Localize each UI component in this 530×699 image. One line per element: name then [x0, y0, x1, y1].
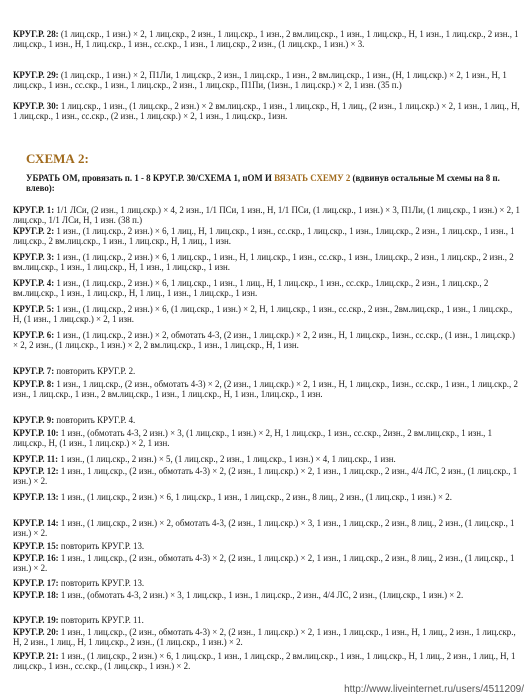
- intro-accent: ВЯЗАТЬ СХЕМУ 2: [274, 173, 351, 183]
- row-b12: КРУГ.Р. 12: 1 изн., 1 лиц.скр., (2 изн., обмотать 4-3) × 2, (2 изн., 1 лиц.скр.) × 2, 1 изн., 1 лиц.скр., 2 изн., 4/4 ЛС, 2 изн., (1 лиц.скр., 1 изн.) × 2.: [13, 466, 518, 487]
- intro-instruction: УБРАТЬ ОМ, провязать п. 1 - 8 КРУГ.Р. 30/СХЕМА 1, пОМ И ВЯЗАТЬ СХЕМУ 2 (вдвинув остальные М схемы на 8 п. влево):: [26, 173, 500, 194]
- row-b20: КРУГ.Р. 20: 1 изн., 1 лиц.скр., (2 изн., обмотать 4-3) × 2, (2 изн., 1 лиц.скр.) × 2, 1 изн., 1 лиц.скр., 1 изн., Н, 1 лиц., 2 изн., 1 лиц.скр., Н, 2 изн., 1 лиц., Н, 1 лиц.скр., 2 изн., (1 лиц.скр., 1 изн.) × 2.: [13, 627, 516, 648]
- row-b6: КРУГ.Р. 6: 1 изн., (1 лиц.скр., 2 изн.) × 2, обмотать 4-3, (2 изн., 1 лиц.скр.) × 2, 2 изн., Н, 1 лиц.скр., 1изн., сс.скр., (1 изн., 1 лиц.скр.) × 2, 2 изн., (1 лиц.скр., 1 изн.) × 2, 2 вм.лиц.скр., 1 изн., 1 лиц.скр., Н, 1 изн.: [13, 330, 515, 351]
- row-b8: КРУГ.Р. 8: 1 изн., 1 лиц.скр., (2 изн., обмотать 4-3) × 2, (2 изн., 1 лиц.скр.) × 2, 1 изн., Н, 1 лиц.скр., 1изн., сс.скр., 1 изн., 1 лиц.скр., 2 изн., 1 лиц.скр., 1 изн., 2 вм.лиц.скр., 1 изн., 1 лиц.скр., Н, 1 изн., 1лиц.скр., 1 изн.: [13, 379, 518, 400]
- row-b9: КРУГ.Р. 9: повторить КРУГ.Р. 4.: [13, 415, 136, 425]
- row-b17: КРУГ.Р. 17: повторить КРУГ.Р. 13.: [13, 578, 145, 588]
- row-b4: КРУГ.Р. 4: 1 изн., (1 лиц.скр., 2 изн.) × 6, 1 лиц.скр., 1 изн., 1 лиц., Н, 1 лиц.скр., 1 изн., сс.скр., 1лиц.скр., 2 изн., 1 лиц.скр., 2 вм.лиц.скр., 1 изн., 1 лиц.скр., Н, 1 лиц., 1 изн., 1 лиц.скр., 1 изн.: [13, 278, 489, 299]
- row-b13: КРУГ.Р. 13: 1 изн., (1 лиц.скр., 2 изн.) × 6, 1 лиц.скр., 1 изн., 1 лиц.скр., 2 изн., 8 лиц., 2 изн., (1 лиц.скр., 1 изн.) × 2.: [13, 492, 452, 502]
- row-30: КРУГ.Р. 30: 1 лиц.скр., 1 изн., (1 лиц.скр., 2 изн.) × 2 вм.лиц.скр., 1 изн., 1 лиц.скр., Н, 1 лиц., (2 изн., 1 лиц.скр.) × 2, 1 изн., 1 лиц., Н, 1 лиц.скр., 1 изн., сс.скр., (2 изн., 1 лиц.скр.) × 2, 1 изн., 1 лиц.скр., 1изн.: [13, 101, 520, 122]
- row-b2: КРУГ.Р. 2: 1 изн., (1 лиц.скр., 2 изн.) × 6, 1 лиц., Н, 1 лиц.скр., 1 изн., сс.скр., 1 лиц.скр., 1 изн., 1лиц.скр., 2 изн., 1 лиц.скр., 1 изн., 1 лиц.скр., 2 вм.лиц.скр., 1 изн., 1 лиц.скр., Н, 1 лиц., 1 изн.: [13, 226, 515, 247]
- watermark-url: http://www.liveinternet.ru/users/4511209/: [344, 684, 524, 695]
- row-b14: КРУГ.Р. 14: 1 изн., (1 лиц.скр., 2 изн.) × 2, обмотать 4-3, (2 изн., 1 лиц.скр.) × 3, 1 изн., 1 лиц.скр., 2 изн., 8 лиц., 2 изн., (1 лиц.скр., 1 изн.) × 2.: [13, 518, 515, 539]
- row-b7: КРУГ.Р. 7: повторить КРУГ.Р. 2.: [13, 366, 136, 376]
- row-b18: КРУГ.Р. 18: 1 изн., (обмотать 4-3, 2 изн.) × 3, 1 лиц.скр., 1 изн., 1 лиц.скр., 2 изн., 4/4 ЛС, 2 изн., (1лиц.скр., 1 изн.) × 2.: [13, 590, 464, 600]
- row-b10: КРУГ.Р. 10: 1 изн., (обмотать 4-3, 2 изн.) × 3, (1 лиц.скр., 1 изн.) × 2, Н, 1 лиц.скр., 1 изн., сс.скр., 2изн., 2 вм.лиц.скр., 1 изн., 1 лиц.скр., Н, (1 изн., 1 лиц.скр.) × 2, 1 изн.: [13, 428, 493, 449]
- section-heading: СХЕМА 2:: [26, 151, 89, 166]
- row-b3: КРУГ.Р. 3: 1 изн., (1 лиц.скр., 2 изн.) × 6, 1 лиц.скр., 1 изн., Н, 1 лиц.скр., 1 изн., сс.скр., 1 изн., 1лиц.скр., 2 изн., 1 лиц.скр., 2 изн., 2 вм.лиц.скр., 1 изн., 1 лиц.скр., Н, 1 изн., 1 лиц.скр., 1 изн.: [13, 252, 514, 273]
- row-b1: КРУГ.Р. 1: 1/1 ЛСи, (2 изн., 1 лиц.скр.) × 4, 2 изн., 1/1 ПСи, 1 изн., Н, 1/1 ПСи, (1 лиц.скр., 1 изн.) × 3, П1Ли, (1 лиц.скр., 1 изн.) × 2, 1 лиц.скр., 1/1 ЛСи, Н, 1 изн. (38 п.): [13, 205, 520, 226]
- row-b15: КРУГ.Р. 15: повторить КРУГ.Р. 13.: [13, 541, 145, 551]
- row-b11: КРУГ.Р. 11: 1 изн., (1 лиц.скр., 2 изн.) × 5, (1 лиц.скр., 2 изн., 1 лиц.скр., 1 изн.) × 4, 1 лиц.скр., 1 изн.: [13, 454, 396, 464]
- row-29: КРУГ.Р. 29: (1 лиц.скр., 1 изн.) × 2, П1Ли, 1 лиц.скр., 2 изн., 1 лиц.скр., 1 изн., 2 вм.лиц.скр., 1 изн., (Н, 1 лиц.скр.) × 2, 1 изн., Н, 1 лиц.скр., 1 изн., сс.скр., 1 изн., 1 лиц.скр., 2 изн., 1 лиц.скр., П1Пи, (1изн., 1 лиц.скр.) × 2, 1 изн. (35 п.): [13, 70, 507, 91]
- row-b5: КРУГ.Р. 5: 1 изн., (1 лиц.скр., 2 изн.) × 6, (1 лиц.скр., 1 изн.) × 2, Н, 1 лиц.скр., 1 изн., сс.скр., 2 изн., 2вм.лиц.скр., 1 изн., 1 лиц.скр., Н, (1 изн., 1 лиц.скр.) × 2, 1 изн.: [13, 304, 513, 325]
- row-b21: КРУГ.Р. 21: 1 изн., (1 лиц.скр., 2 изн.) × 6, 1 лиц.скр., 1 изн., 1 лиц.скр., 2 вм.лиц.скр., 1 изн., 1 лиц.скр., Н, 1 лиц., 2 изн., 1 лиц., Н, 1 лиц.скр., 1 изн., сс.скр., (1 лиц.скр., 1 изн.) × 2.: [13, 651, 516, 672]
- row-b19: КРУГ.Р. 19: повторить КРУГ.Р. 11.: [13, 615, 144, 625]
- row-b16: КРУГ.Р. 16: 1 изн., 1 лиц.скр., (2 изн., обмотать 4-3) × 2, (2 изн., 1 лиц.скр.) × 2, 1 изн., 1 лиц.скр., 2 изн., 8 лиц., 2 изн., (1 лиц.скр., 1 изн.) × 2.: [13, 553, 515, 574]
- row-28: КРУГ.Р. 28: (1 лиц.скр., 1 изн.) × 2, 1 лиц.скр., 2 изн., 1 лиц.скр., 1 изн., 2 вм.лиц.скр., 1 изн., 1 лиц.скр., Н, 1 изн., 1 лиц.скр., 2 изн., 1 лиц.скр., 1 изн., Н, 1 лиц.скр., 1 изн., сс.скр., 1 изн., 1 лиц.скр., 2 изн., (1 лиц.скр., 1 изн.) × 3.: [13, 29, 519, 50]
